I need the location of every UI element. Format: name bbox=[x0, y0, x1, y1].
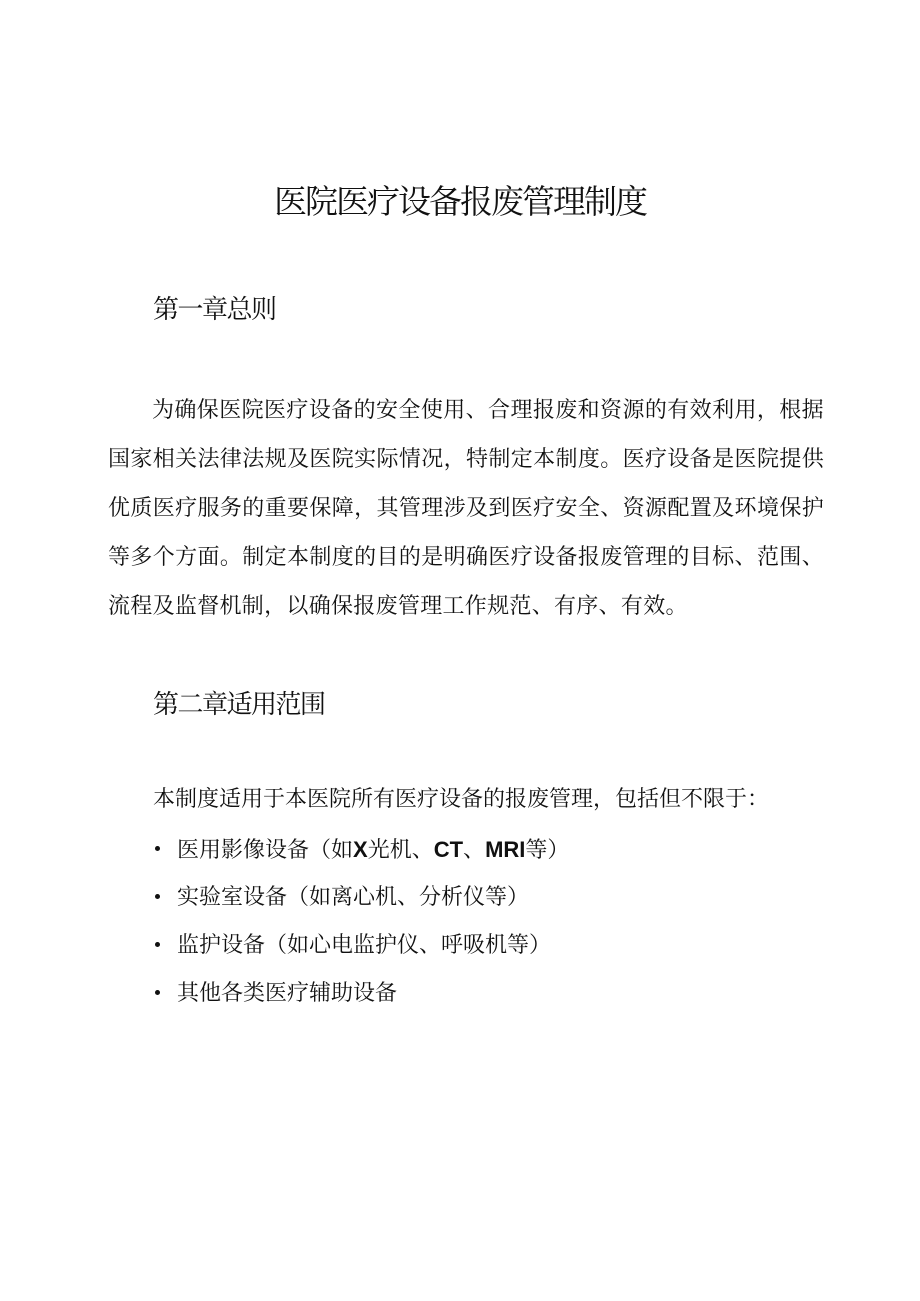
ct-label: CT bbox=[433, 836, 464, 862]
document-title: 医院医疗设备报废管理制度 bbox=[274, 182, 646, 221]
x-ray-label: X bbox=[353, 836, 368, 862]
bullet-dot-icon bbox=[155, 942, 160, 947]
chapter-1-paragraph: 为确保医院医疗设备的安全使用、合理报废和资源的有效利用，根据国家相关法律法规及医院实际情况，特制定本制度。医疗设备是医院提供优质医疗服务的重要保障，其管理涉及到医疗安全、资源配置及环境保护等多个方面。制定本制度的目的是明确医疗设备报废管理的目标、范围、流程及监督机制，以确保报废管理工作规范、有序、有效。 bbox=[108, 398, 824, 619]
list-item-separator: 、 bbox=[463, 837, 486, 863]
list-item-text: 监护设备（如心电监护仪、呼吸机等） bbox=[177, 933, 552, 958]
list-item bbox=[153, 826, 569, 874]
mri-label: MRI bbox=[485, 836, 526, 862]
chapter-1-heading: 第一章总则 bbox=[153, 295, 276, 325]
bullet-dot-icon bbox=[155, 846, 160, 851]
list-item-text: 其他各类医疗辅助设备 bbox=[177, 981, 398, 1006]
list-item bbox=[153, 922, 569, 970]
list-item-text: 实验室设备（如离心机、分析仪等） bbox=[177, 885, 530, 910]
list-item-suffix: 等） bbox=[525, 837, 570, 863]
chapter-2-intro: 本制度适用于本医院所有医疗设备的报废管理，包括但不限于： bbox=[153, 787, 770, 812]
bullet-dot-icon bbox=[155, 894, 160, 899]
list-item-prefix: 医用影像设备（如 bbox=[177, 837, 354, 863]
list-item bbox=[153, 970, 569, 1018]
list-item bbox=[153, 874, 569, 922]
list-item-mid: 光机、 bbox=[367, 837, 434, 863]
list-item-text bbox=[177, 826, 569, 875]
bullet-dot-icon bbox=[155, 990, 160, 995]
scope-list bbox=[153, 826, 569, 1018]
chapter-2-heading: 第二章适用范围 bbox=[153, 690, 325, 720]
